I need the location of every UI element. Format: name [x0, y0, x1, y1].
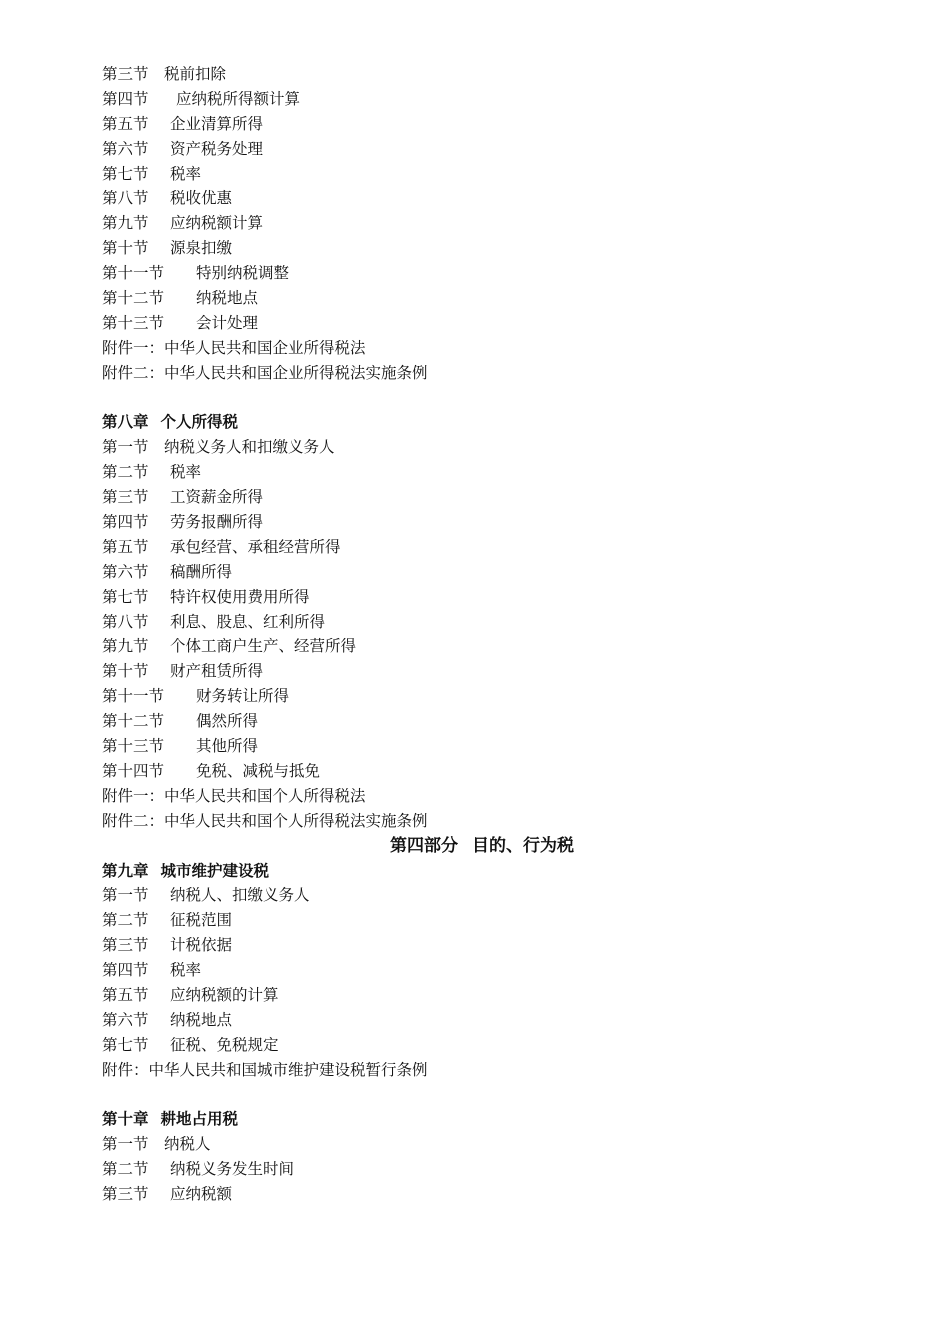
section-title: 税率 — [170, 961, 202, 980]
section-entry — [102, 535, 862, 560]
part-title: 目的、行为税 — [472, 835, 574, 856]
annex-entry: 附件二：中华人民共和国个人所得税法实施条例 — [102, 811, 428, 830]
section-title: 利息、股息、红利所得 — [170, 612, 326, 631]
section-title: 个体工商户生产、经营所得 — [170, 637, 357, 656]
section-title: 纳税人 — [164, 1135, 211, 1154]
section-entry — [102, 958, 862, 983]
chapter-number: 第九章 — [102, 860, 149, 880]
section-title: 征税范围 — [170, 911, 233, 930]
chapter-title: 城市维护建设税 — [160, 860, 270, 880]
section-number: 第九节 — [102, 637, 149, 656]
section-number: 第一节 — [102, 886, 149, 905]
chapter-number: 第十章 — [102, 1109, 149, 1129]
section-title: 特许权使用费用所得 — [170, 587, 310, 606]
section-entry — [102, 435, 862, 460]
section-title: 征税、免税规定 — [170, 1035, 279, 1054]
section-entry — [102, 1008, 862, 1033]
section-title: 纳税地点 — [170, 1010, 233, 1029]
section-entry — [102, 162, 862, 187]
section-title: 财务转让所得 — [196, 687, 290, 706]
section-entry — [102, 485, 862, 510]
section-title: 纳税人、扣缴义务人 — [170, 886, 310, 905]
section-entry — [102, 186, 862, 211]
annex-entry: 附件二：中华人民共和国企业所得税法实施条例 — [102, 363, 428, 382]
section-title: 税前扣除 — [164, 65, 227, 83]
section-number: 第十节 — [102, 662, 149, 681]
section-entry — [102, 261, 862, 286]
section-title: 应纳税额计算 — [170, 214, 264, 233]
section-number: 第六节 — [102, 562, 149, 581]
section-number: 第八节 — [102, 189, 149, 208]
annex-entry: 附件：中华人民共和国城市维护建设税暂行条例 — [102, 1060, 428, 1079]
section-title: 应纳税额的计算 — [170, 985, 279, 1004]
section-number: 第三节 — [102, 936, 149, 955]
annex-entry: 附件一：中华人民共和国个人所得税法 — [102, 786, 366, 805]
section-entry — [102, 1132, 862, 1157]
section-title: 承包经营、承租经营所得 — [170, 537, 341, 556]
section-title: 特别纳税调整 — [196, 264, 290, 283]
section-number: 第二节 — [102, 911, 149, 930]
section-title: 纳税义务发生时间 — [170, 1160, 295, 1179]
section-number: 第五节 — [102, 537, 149, 556]
section-entry — [102, 1033, 862, 1058]
section-number: 第三节 — [102, 65, 149, 83]
section-number: 第四节 — [102, 513, 149, 532]
section-title: 财产租赁所得 — [170, 662, 264, 681]
chapter-title: 个人所得税 — [160, 412, 239, 432]
section-number: 第十三节 — [102, 737, 165, 756]
section-entry — [102, 1182, 862, 1207]
section-title: 偶然所得 — [196, 712, 259, 731]
section-title: 税收优惠 — [170, 189, 233, 208]
section-number: 第三节 — [102, 1185, 149, 1204]
section-number: 第六节 — [102, 139, 149, 158]
section-number: 第七节 — [102, 1035, 149, 1054]
section-title: 企业清算所得 — [170, 114, 264, 133]
table-of-contents — [102, 62, 862, 1207]
section-number: 第十四节 — [102, 761, 165, 780]
section-number: 第三节 — [102, 488, 149, 507]
blank-line — [102, 1083, 862, 1108]
section-number: 第五节 — [102, 985, 149, 1004]
section-entry — [102, 908, 862, 933]
part-heading — [102, 834, 862, 859]
section-number: 第十三节 — [102, 313, 165, 332]
section-entry — [102, 236, 862, 261]
section-entry — [102, 759, 862, 784]
section-title: 免税、减税与抵免 — [196, 761, 321, 780]
section-title: 会计处理 — [196, 313, 259, 332]
section-entry — [102, 933, 862, 958]
chapter-heading — [102, 1107, 862, 1132]
chapter-heading — [102, 410, 862, 435]
section-title: 纳税义务人和扣缴义务人 — [164, 438, 335, 457]
section-number: 第十一节 — [102, 264, 165, 283]
chapter-title: 耕地占用税 — [160, 1109, 239, 1129]
section-entry — [102, 112, 862, 137]
section-title: 应纳税额 — [170, 1185, 233, 1204]
section-title: 劳务报酬所得 — [170, 513, 264, 532]
section-title: 计税依据 — [170, 936, 233, 955]
section-entry — [102, 734, 862, 759]
section-title: 资产税务处理 — [170, 139, 264, 158]
section-number: 第二节 — [102, 1160, 149, 1179]
section-entry — [102, 709, 862, 734]
section-entry — [102, 684, 862, 709]
section-number: 第二节 — [102, 463, 149, 482]
section-entry — [102, 87, 862, 112]
section-title: 应纳税所得额计算 — [176, 89, 301, 108]
section-entry — [102, 1157, 862, 1182]
part-number: 第四部分 — [390, 835, 458, 856]
section-number: 第一节 — [102, 438, 149, 457]
chapter-number: 第八章 — [102, 412, 149, 432]
section-entry — [102, 62, 862, 87]
section-number: 第九节 — [102, 214, 149, 233]
section-number: 第十二节 — [102, 712, 165, 731]
section-entry — [102, 634, 862, 659]
blank-line — [102, 386, 862, 411]
section-title: 稿酬所得 — [170, 562, 233, 581]
section-entry — [102, 510, 862, 535]
section-entry — [102, 610, 862, 635]
section-entry — [102, 585, 862, 610]
section-title: 税率 — [170, 463, 202, 482]
annex-entry: 附件一：中华人民共和国企业所得税法 — [102, 338, 366, 357]
section-number: 第四节 — [102, 89, 149, 108]
section-number: 第七节 — [102, 164, 149, 183]
section-title: 其他所得 — [196, 737, 259, 756]
section-number: 第十二节 — [102, 289, 165, 308]
section-title: 税率 — [170, 164, 202, 183]
section-number: 第四节 — [102, 961, 149, 980]
section-entry — [102, 883, 862, 908]
section-number: 第八节 — [102, 612, 149, 631]
section-title: 源泉扣缴 — [170, 239, 233, 258]
section-entry — [102, 311, 862, 336]
section-entry — [102, 560, 862, 585]
section-number: 第十节 — [102, 239, 149, 258]
section-entry — [102, 137, 862, 162]
section-entry — [102, 211, 862, 236]
section-number: 第一节 — [102, 1135, 149, 1154]
section-entry — [102, 460, 862, 485]
section-title: 纳税地点 — [196, 289, 259, 308]
section-number: 第七节 — [102, 587, 149, 606]
section-entry — [102, 286, 862, 311]
chapter-heading — [102, 859, 862, 884]
section-entry — [102, 659, 862, 684]
section-title: 工资薪金所得 — [170, 488, 264, 507]
section-number: 第六节 — [102, 1010, 149, 1029]
section-number: 第五节 — [102, 114, 149, 133]
section-number: 第十一节 — [102, 687, 165, 706]
section-entry — [102, 983, 862, 1008]
